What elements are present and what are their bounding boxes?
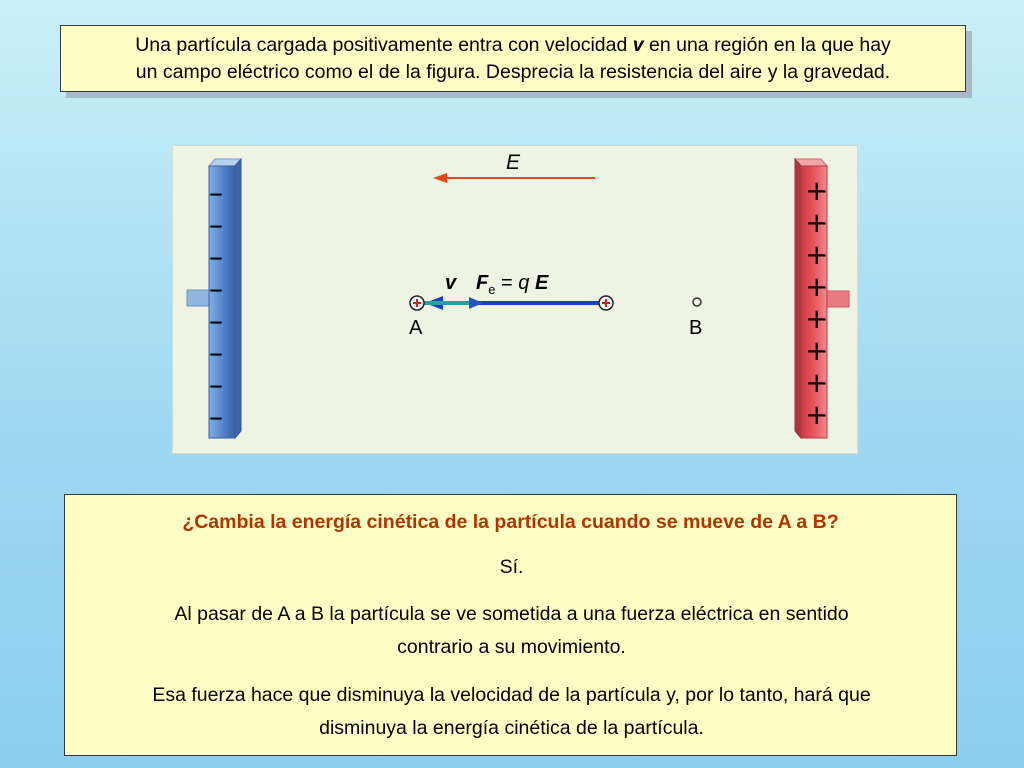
point-b-marker [693, 298, 701, 306]
force-label [476, 272, 548, 297]
field-symbol: E [534, 272, 549, 294]
explanation-2-line-1: Esa fuerza hace que disminuya la velocidad de la partícula y, por lo tanto, hará que [152, 684, 871, 706]
plus-sign: + [805, 270, 829, 303]
minus-sign: – [209, 176, 223, 209]
negative-plate-side [235, 159, 241, 438]
particle-a [410, 296, 424, 310]
plus-sign: + [805, 366, 829, 399]
velocity-arrow-head [469, 297, 483, 309]
intro-line-2: un campo eléctrico como el de la figura. Desprecia la resistencia del aire y la gravedad. [135, 61, 891, 83]
plus-sign: + [805, 238, 829, 271]
explanation-1 [105, 598, 918, 664]
point-a-label: A [409, 317, 423, 339]
plus-sign: + [805, 334, 829, 367]
plus-sign: + [805, 302, 829, 335]
velocity-symbol: v [632, 34, 644, 56]
diagram-drawing [173, 146, 859, 455]
plus-sign: + [805, 398, 829, 431]
answer-box [64, 494, 957, 756]
minus-sign: – [209, 208, 223, 241]
explanation-1-line-1: Al pasar de A a B la partícula se ve sometida a una fuerza eléctrica en sentido [174, 603, 849, 625]
force-symbol: F [476, 272, 489, 294]
intro-line-1 [71, 32, 955, 59]
minus-sign: – [209, 304, 223, 337]
intro-box [60, 25, 966, 92]
intro-text: Una partícula cargada positivamente entra con velocidad [135, 34, 633, 56]
force-equals: = [495, 272, 519, 294]
positive-plate-side [795, 159, 801, 438]
minus-sign: – [209, 240, 223, 273]
velocity-label: v [445, 272, 457, 294]
particle-end [599, 296, 613, 310]
explanation-2-line-2: disminuya la energía cinética de la partícula. [319, 717, 704, 739]
field-label: E [506, 151, 521, 174]
point-b-label: B [689, 317, 703, 339]
plus-sign: + [805, 174, 829, 207]
plus-sign: + [805, 206, 829, 239]
minus-sign: – [209, 368, 223, 401]
explanation-2 [105, 679, 918, 745]
field-arrow-head [433, 173, 447, 183]
velocity-arrow [423, 297, 483, 309]
minus-sign: – [209, 400, 223, 433]
answer-yes: Sí. [499, 556, 524, 578]
negative-plate-connector [187, 290, 209, 306]
force-subscript: e [488, 282, 496, 297]
question-text: ¿Cambia la energía cinética de la partícula cuando se mueve de A a B? [182, 511, 839, 533]
field-diagram [172, 145, 858, 454]
minus-sign: – [209, 272, 223, 305]
intro-text: en una región en la que hay [643, 34, 891, 56]
explanation-1-line-2: contrario a su movimiento. [397, 636, 626, 658]
minus-sign: – [209, 336, 223, 369]
charge-symbol: q [518, 272, 530, 294]
